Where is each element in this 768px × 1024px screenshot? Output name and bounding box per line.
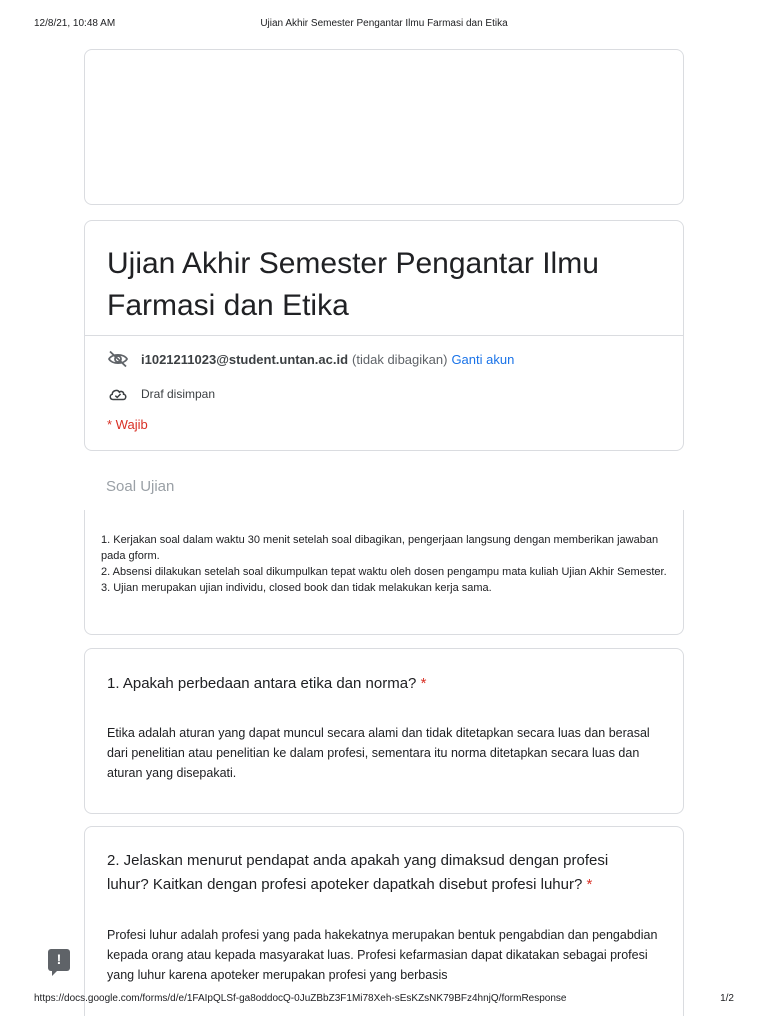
required-asterisk: * bbox=[420, 675, 427, 692]
switch-account-link[interactable]: Ganti akun bbox=[451, 351, 515, 367]
question-card-2 bbox=[84, 826, 684, 1016]
question-text: 2. Jelaskan menurut pendapat anda apakah yang dimaksud dengan profesi luhur? Kaitkan dengan profesi apoteker dapatkah disebut profesi luhur? bbox=[107, 852, 609, 893]
section-title: Soal Ujian bbox=[106, 478, 175, 495]
print-page-number: 1/2 bbox=[720, 993, 734, 1004]
instruction-line: 2. Absensi dilakukan setelah soal dikumpulkan tepat waktu oleh dosen pengampu mata kuliah Ujian Akhir Semester. bbox=[101, 566, 667, 578]
print-footer bbox=[0, 992, 768, 1008]
header-banner bbox=[84, 49, 684, 205]
required-asterisk: * bbox=[586, 876, 593, 893]
eye-off-icon bbox=[107, 349, 129, 369]
print-header bbox=[0, 16, 768, 32]
print-url: https://docs.google.com/forms/d/e/1FAIpQLSf-ga8oddocQ-0JuZBbZ3F1Mi78Xeh-sEsKZsNK79BFz4hnjQ/formResponse bbox=[34, 993, 567, 1004]
question-card-1 bbox=[84, 648, 684, 814]
form-title: Ujian Akhir Semester Pengantar Ilmu Farmasi dan Etika bbox=[107, 247, 599, 322]
instructions-card bbox=[84, 510, 684, 635]
account-shared-note: (tidak dibagikan) bbox=[352, 351, 448, 367]
answer-text[interactable]: Etika adalah aturan yang dapat muncul secara alami dan tidak ditetapkan secara luas dan berasal dari penelitian atau penelitian ke dalam profesi, sementara itu norma ditetapkan secara luas dan aturan yang disepakati. bbox=[107, 726, 650, 780]
draft-status-row bbox=[107, 384, 215, 404]
required-note: * Wajib bbox=[107, 417, 148, 432]
title-divider bbox=[85, 335, 683, 336]
answer-text[interactable]: Profesi luhur adalah profesi yang pada hakekatnya merupakan bentuk pengabdian dan pengabdian kepada orang atau kepada masyarakat luas. Profesi kefarmasian dapat dikatakan sebagai profesi yang luhur karena apoteker merupakan profesi yang berbasis bbox=[107, 928, 658, 982]
draft-status-label: Draf disimpan bbox=[141, 387, 216, 401]
print-datetime: 12/8/21, 10:48 AM bbox=[34, 18, 116, 29]
cloud-check-icon bbox=[107, 384, 129, 404]
feedback-icon[interactable]: ! bbox=[48, 949, 70, 971]
instructions-text bbox=[101, 532, 667, 596]
instruction-line: 3. Ujian merupakan ujian individu, closed book dan tidak melakukan kerja sama. bbox=[101, 582, 492, 594]
account-email: i1021211023@student.untan.ac.id bbox=[141, 351, 349, 367]
question-title bbox=[107, 849, 647, 897]
print-document-title: Ujian Akhir Semester Pengantar Ilmu Farmasi dan Etika bbox=[260, 18, 508, 29]
question-text: 1. Apakah perbedaan antara etika dan norma? bbox=[107, 675, 417, 692]
instruction-line: 1. Kerjakan soal dalam waktu 30 menit setelah soal dibagikan, pengerjaan langsung dengan memberikan jawaban pada gform. bbox=[101, 534, 659, 562]
account-row bbox=[107, 349, 514, 369]
form-title-card bbox=[84, 220, 684, 451]
question-title bbox=[107, 672, 647, 696]
